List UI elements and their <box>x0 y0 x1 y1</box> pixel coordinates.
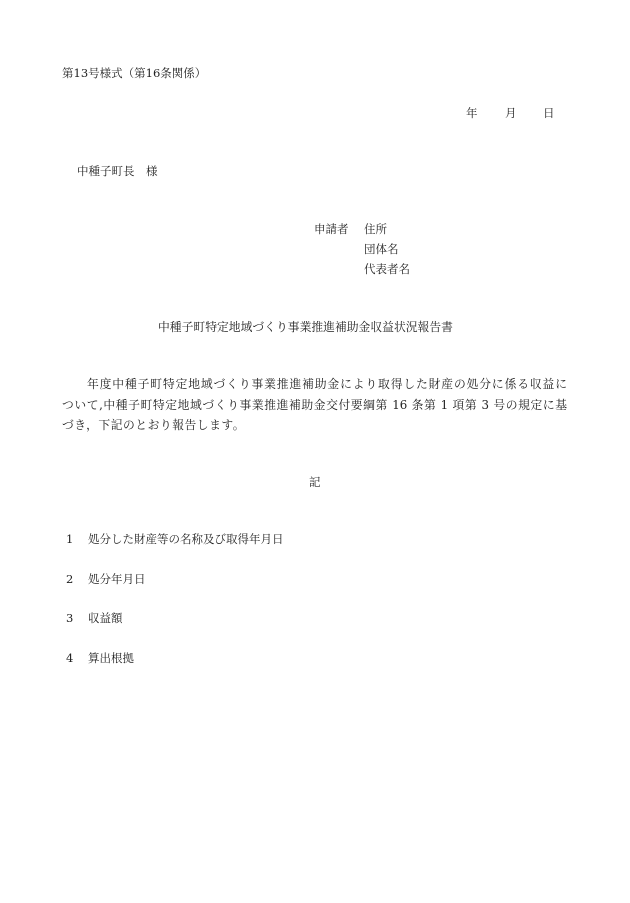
item-label: 処分年月日 <box>88 572 146 586</box>
addressee: 中種子町長 様 <box>77 164 158 178</box>
date-month: 月 <box>505 106 517 120</box>
item-number: 1 <box>66 532 74 546</box>
document-title: 中種子町特定地域づくり事業推進補助金収益状況報告書 <box>158 320 453 334</box>
applicant-organization: 団体名 <box>364 242 399 256</box>
item-number: 3 <box>66 611 74 625</box>
date-day: 日 <box>543 106 555 120</box>
item-number: 4 <box>66 651 74 665</box>
date-year: 年 <box>466 106 478 120</box>
applicant-label: 申請者 <box>314 222 349 236</box>
item-label: 算出根拠 <box>88 651 134 665</box>
applicant-representative: 代表者名 <box>364 262 410 276</box>
item-number: 2 <box>66 572 74 586</box>
item-label: 処分した財産等の名称及び取得年月日 <box>88 532 284 546</box>
item-label: 収益額 <box>88 611 123 625</box>
form-label: 第13号様式（第16条関係） <box>62 66 207 80</box>
body-line-1: 年度中種子町特定地域づくり事業推進補助金により取得した財産の処分に係る収益に <box>87 377 567 391</box>
body-line-3: づき，下記のとおり報告します。 <box>62 418 246 432</box>
applicant-address: 住所 <box>364 222 387 236</box>
body-line-2: ついて,中種子町特定地域づくり事業推進補助金交付要綱第 16 条第 1 項第 3 号の規定に基 <box>62 398 567 412</box>
ki-heading: 記 <box>309 475 321 489</box>
